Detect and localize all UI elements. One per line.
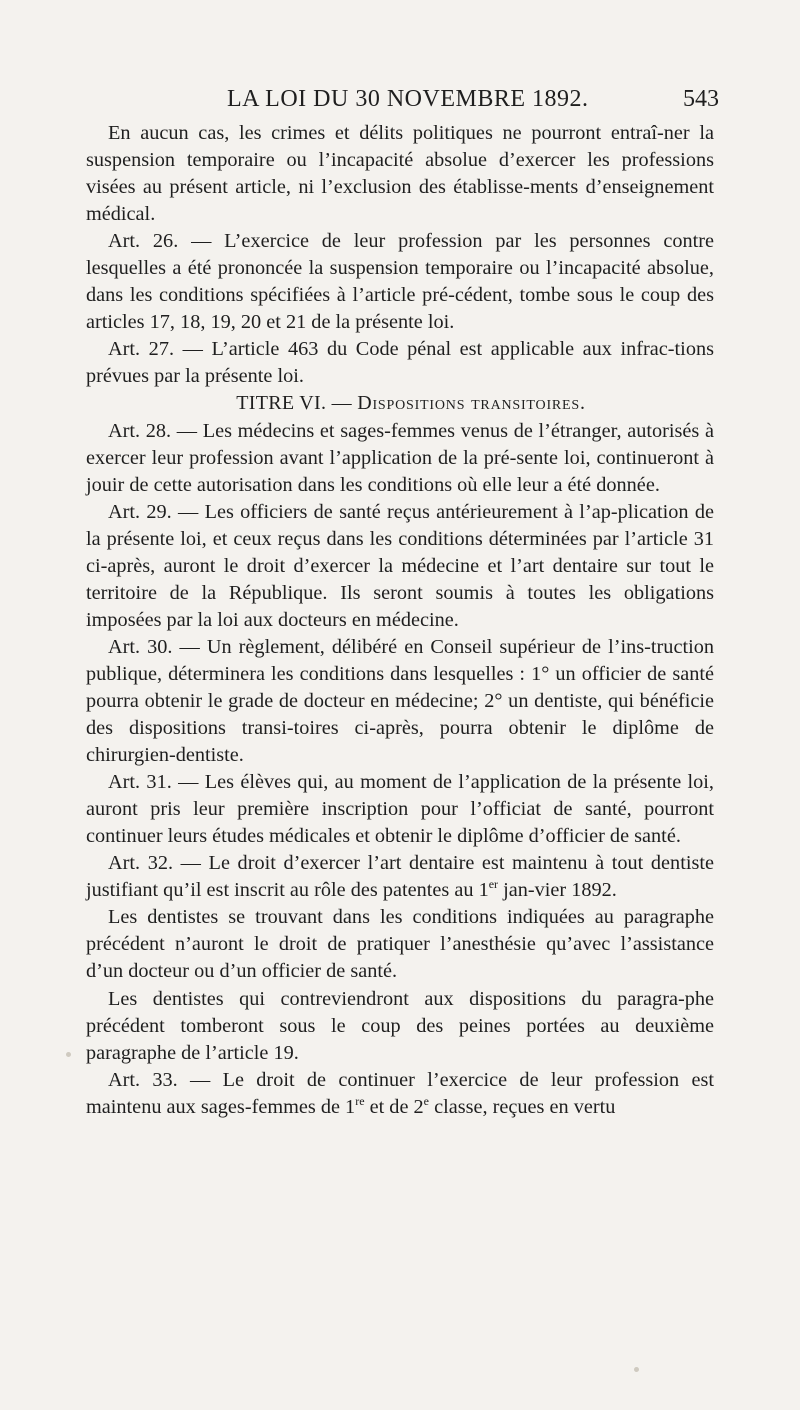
- art-33-text-middle: et de 2: [364, 1095, 424, 1118]
- running-title: LA LOI DU 30 NOVEMBRE 1892.: [227, 86, 589, 112]
- art-32-text-end: jan-vier 1892.: [498, 879, 617, 902]
- art-33-text-end: classe, reçues en vertu: [429, 1095, 616, 1118]
- paragraph-art-27: Art. 27. — L’article 463 du Code pénal est applicable aux infrac-tions prévues par la présente loi.: [86, 338, 714, 388]
- art-32-superscript: er: [488, 877, 499, 892]
- paragraph-art-33: [86, 1067, 714, 1121]
- running-head: [0, 86, 800, 122]
- art-33-text: Art. 33. — Le droit de continuer l’exercice de leur profession est maintenu aux sages-femmes de 1: [86, 1068, 714, 1118]
- heading-name: Dispositions transitoires.: [357, 392, 586, 415]
- art-33-superscript-second: e: [423, 1093, 429, 1108]
- paper-speck: [66, 1052, 71, 1057]
- paper-speck: [634, 1367, 639, 1372]
- paragraph-art-28: Art. 28. — Les médecins et sages-femmes venus de l’étranger, autorisés à exercer leur profession avant l’application de la pré-sente loi, continueront à jouir de cette autorisation dans les conditions où elle leur a été donnée.: [86, 419, 714, 496]
- section-heading-titre-vi: [86, 390, 714, 417]
- paragraph-art-26: Art. 26. — L’exercice de leur profession par les personnes contre lesquelles a été prononcée la suspension temporaire ou l’incapacité absolue, dans les conditions spécifiées à l’article pré-cédent, tombe sous le coup des articles 17, 18, 19, 20 et 21 de la présente loi.: [86, 230, 714, 334]
- paragraph-penalties-political: En aucun cas, les crimes et délits politiques ne pourront entraî-ner la suspension temporaire ou l’incapacité absolue d’exercer les professions visées au présent article, ni l’exclusion des établisse-ments d’enseignement médical.: [86, 122, 714, 226]
- body-text: [86, 120, 714, 1121]
- art-33-superscript-first: re: [355, 1093, 365, 1108]
- art-32-text: Art. 32. — Le droit d’exercer l’art dentaire est maintenu à tout dentiste justifiant qu’il est inscrit au rôle des patentes au 1: [86, 852, 714, 902]
- page-number: 543: [683, 86, 719, 112]
- paragraph-art-31: Art. 31. — Les élèves qui, au moment de l’application de la présente loi, auront pris leur première inscription pour l’officiat de santé, pourront continuer leurs études médicales et obtenir le diplôme d’officier de santé.: [86, 771, 714, 848]
- paragraph-art-32-second: Les dentistes se trouvant dans les conditions indiquées au paragraphe précédent n’auront le droit de pratiquer l’anesthésie qu’avec l’assistance d’un docteur ou d’un officier de santé.: [86, 906, 714, 983]
- paragraph-art-29: Art. 29. — Les officiers de santé reçus antérieurement à l’ap-plication de la présente loi, et ceux reçus dans les conditions déterminées par l’article 31 ci-après, auront le droit d’exercer la médecine et l’art dentaire sur tout le territoire de la République. Ils seront soumis à toutes les obligations imposées par la loi aux docteurs en médecine.: [86, 500, 714, 631]
- paragraph-art-32-third: Les dentistes qui contreviendront aux dispositions du paragra-phe précédent tomberont sous le coup des peines portées au deuxième paragraphe de l’article 19.: [86, 987, 714, 1064]
- paragraph-art-32: [86, 850, 714, 904]
- paragraph-art-30: Art. 30. — Un règlement, délibéré en Conseil supérieur de l’ins-truction publique, déterminera les conditions dans lesquelles : 1° un officier de santé pourra obtenir le grade de docteur en médecine; 2° un dentiste, qui bénéficie des dispositions transi-toires ci-après, pourra obtenir le diplôme de chirurgien-dentiste.: [86, 635, 714, 767]
- heading-prefix: TITRE VI. —: [236, 392, 358, 415]
